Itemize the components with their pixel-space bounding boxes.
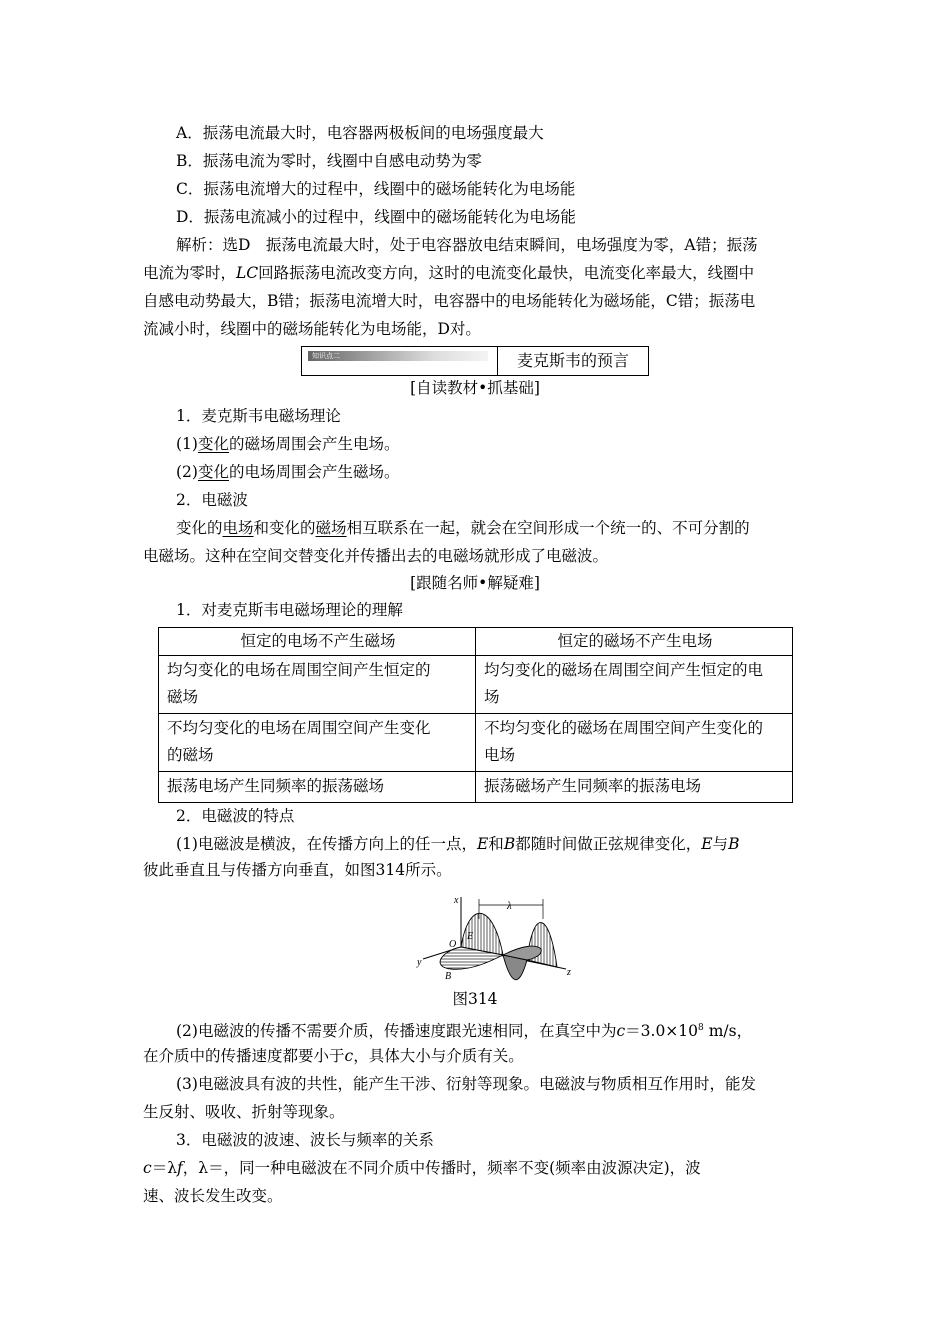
b-label: B [445, 971, 452, 981]
cell-line: 均匀变化的磁场在周围空间产生恒定的电 [484, 661, 764, 679]
features-p2-line-2 [143, 1046, 524, 1066]
features-text: 在介质中的传播速度都要小于 [143, 1047, 345, 1065]
wave-paragraph-line-2: 电磁场。这种在空间交替变化并传播出去的电磁场就形成了电磁波。 [143, 547, 609, 565]
x-axis-label: x [454, 895, 459, 906]
relation-heading: 3．电磁波的波速、波长与频率的关系 [176, 1131, 434, 1149]
em-wave-figure [411, 889, 581, 981]
analysis-text: 回路振荡电流改变方向，这时的电流变化最快，电流变化率最大，线圈中 [258, 264, 755, 282]
features-text: (1)电磁波是横波，在传播方向上的任一点， [176, 835, 477, 853]
underlined-keyword: 磁场 [315, 519, 347, 537]
cell-line: 振荡电场产生同频率的振荡磁场 [167, 777, 385, 795]
symbol-e: E [701, 835, 713, 853]
cell-line: 磁场 [167, 688, 199, 706]
features-p1-line-1 [176, 834, 739, 854]
features-text: 和 [488, 835, 504, 853]
symbol-e: E [476, 835, 489, 853]
wave-text: 相互联系在一起，就会在空间形成一个统一的、不可分割的 [346, 519, 750, 537]
table-cell [476, 772, 793, 803]
features-text: (2)电磁波的传播不需要介质，传播速度跟光速相同，在真空中为 [176, 1022, 617, 1040]
analysis-line-4: 流减小时，线圈中的磁场能转化为电场能，D对。 [143, 320, 481, 338]
table-cell [476, 714, 793, 772]
option-b: B．振荡电流为零时，线圈中自感电动势为零 [176, 152, 482, 170]
underlined-keyword: 变化 [197, 435, 229, 453]
symbol-c: c [344, 1047, 354, 1065]
theory-heading: 1．麦克斯韦电磁场理论 [176, 407, 341, 425]
cell-line: 的磁场 [167, 746, 214, 764]
features-text: 与 [712, 835, 729, 853]
symbol-b: B [728, 835, 740, 853]
wave-text: 变化的 [176, 519, 223, 537]
option-c: C．振荡电流增大的过程中，线圈中的磁场能转化为电场能 [176, 180, 576, 198]
z-axis-label: z [567, 967, 571, 978]
symbol-c: c [616, 1022, 626, 1040]
table-header: 恒定的磁场不产生电场 [476, 628, 793, 656]
symbol-b: B [503, 835, 516, 853]
item-number: (1) [176, 435, 198, 453]
analysis-line-3: 自感电动势最大，B错；振荡电流增大时，电容器中的电场能转化为磁场能，C错；振荡电 [143, 292, 756, 310]
cell-line: 电场 [484, 746, 516, 764]
analysis-line-2 [143, 263, 754, 283]
section-title: 麦克斯韦的预言 [516, 351, 629, 370]
e-label: E [467, 931, 474, 942]
theory-item-2 [176, 462, 400, 482]
wave-paragraph-line-1 [176, 518, 750, 538]
symbol-f: f [177, 1159, 183, 1177]
table-cell [159, 714, 476, 772]
features-p2-line-1 [176, 1018, 752, 1041]
relation-text: ＝λ [151, 1159, 178, 1177]
underlined-keyword: 电场 [222, 519, 254, 537]
figure-caption: 图314 [452, 990, 498, 1008]
exponent: 8 [698, 1023, 704, 1033]
table-cell [159, 656, 476, 714]
unit: m/s， [703, 1022, 753, 1040]
relation-line-1 [143, 1158, 701, 1178]
item-number: (2) [176, 463, 198, 481]
table-cell [476, 656, 793, 714]
origin-label: O [449, 939, 457, 950]
cell-line: 场 [484, 688, 500, 706]
cell-line: 均匀变化的电场在周围空间产生恒定的 [167, 661, 431, 679]
features-p3-line-2: 生反射、吸收、折射等现象。 [143, 1103, 345, 1121]
cell-line: 不均匀变化的磁场在周围空间产生变化的 [484, 719, 764, 737]
section-tag: 知识点二 [308, 351, 488, 361]
option-a: A．振荡电流最大时，电容器两极板间的电场强度最大 [176, 124, 544, 142]
wave-heading: 2．电磁波 [176, 491, 248, 509]
section-tag-cell [302, 347, 498, 375]
section-heading [301, 346, 649, 376]
y-axis-label: y [417, 957, 422, 968]
teacher-label: [跟随名师•解疑难] [410, 574, 540, 592]
item-text: 的电场周围会产生磁场。 [228, 463, 400, 481]
table-row [159, 714, 793, 772]
symbol-c: c [143, 1159, 152, 1177]
features-heading: 2．电磁波的特点 [176, 807, 295, 825]
table-cell [159, 772, 476, 803]
features-p1-line-2: 彼此垂直且与传播方向垂直，如图314所示。 [143, 861, 452, 879]
wave-text: 和变化的 [253, 519, 316, 537]
item-text: 的磁场周围会产生电场。 [228, 435, 400, 453]
table-header: 恒定的电场不产生磁场 [159, 628, 476, 656]
features-p3-line-1: (3)电磁波具有波的共性，能产生干涉、衍射等现象。电磁波与物质相互作用时，能发 [176, 1075, 756, 1093]
option-d: D．振荡电流减小的过程中，线圈中的磁场能转化为电场能 [176, 208, 576, 226]
table-row [159, 772, 793, 803]
underlined-keyword: 变化 [197, 463, 229, 481]
analysis-line-1: 解析：选D 振荡电流最大时，处于电容器放电结束瞬间，电场强度为零，A错；振荡 [176, 236, 758, 254]
analysis-text: 电流为零时， [143, 264, 237, 282]
relation-text: ，λ＝，同一种电磁波在不同介质中传播时，频率不变(频率由波源决定)，波 [182, 1159, 701, 1177]
comparison-table [158, 627, 793, 803]
features-text: ，具体大小与介质有关。 [353, 1047, 524, 1065]
e-field-lobe [527, 923, 557, 967]
theory-item-1 [176, 434, 400, 454]
features-text: ＝3.0×10 [625, 1022, 699, 1040]
cell-line: 不均匀变化的电场在周围空间产生变化 [167, 719, 431, 737]
relation-line-2: 速、波长发生改变。 [143, 1187, 283, 1205]
teacher-heading: 1．对麦克斯韦电磁场理论的理解 [176, 601, 403, 619]
cell-line: 振荡磁场产生同频率的振荡电场 [484, 777, 702, 795]
self-read-label: [自读教材•抓基础] [410, 379, 540, 397]
table-header-row [159, 628, 793, 656]
features-text: 都随时间做正弦规律变化， [515, 835, 702, 853]
lc-symbol: LC [236, 264, 259, 282]
lambda-label: λ [507, 900, 512, 912]
table-row [159, 656, 793, 714]
